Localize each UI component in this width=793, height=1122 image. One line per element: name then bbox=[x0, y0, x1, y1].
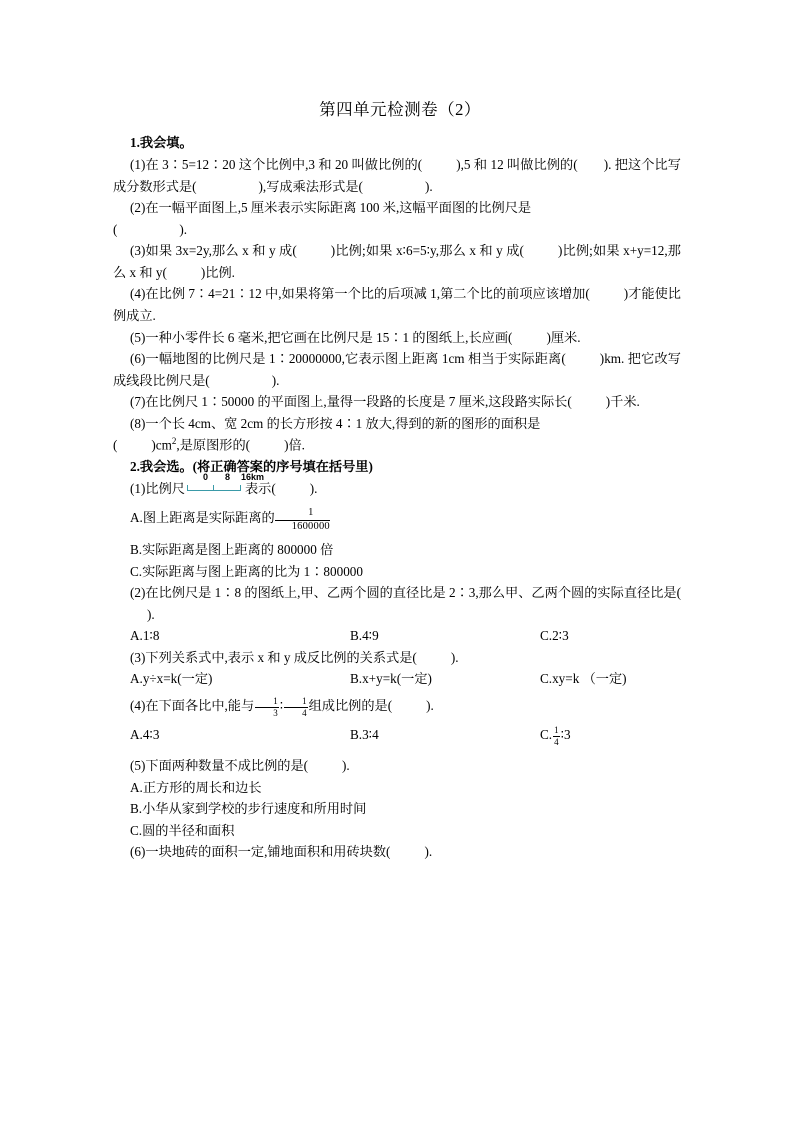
choice-q1-option-b[interactable]: B.实际距离是图上距离的 800000 倍 bbox=[130, 542, 334, 558]
fraction-denominator: 1600000 bbox=[291, 520, 330, 532]
choice-q3-options bbox=[113, 668, 681, 690]
scale-tick-16-label: 16km bbox=[240, 472, 264, 483]
fill-q1-part2: ),5 和 12 叫做比例的( bbox=[456, 157, 578, 173]
fill-q6-part2: )km. 把它改写成线段比例尺是( bbox=[113, 351, 681, 388]
choice-q3-stem: (3)下列关系式中,表示 x 和 y 成反比例的关系式是( bbox=[130, 649, 417, 665]
fill-q1-part3: ). 把这个比写成分数形式是( bbox=[113, 157, 681, 194]
fill-question-3 bbox=[113, 240, 681, 283]
fill-q2-part1: (2)在一幅平面图上,5 厘米表示实际距离 100 米,这幅平面图的比例尺是 bbox=[130, 200, 532, 216]
scale-bar-cap-left bbox=[187, 485, 188, 491]
scale-tick-8-label: 8 bbox=[224, 472, 230, 483]
choice-q4-option-c[interactable] bbox=[540, 724, 571, 747]
page-content bbox=[113, 96, 681, 863]
choice-q4-stem-pre: (4)在下面各比中,能与 bbox=[130, 697, 255, 713]
fill-question-4 bbox=[113, 283, 681, 326]
choice-question-1 bbox=[113, 472, 681, 500]
fill-q6-part1: (6)一幅地图的比例尺是 1∶20000000,它表示图上距离 1cm 相当于实际距离( bbox=[130, 351, 566, 367]
fill-q4-part1: (4)在比例 7∶4=21∶12 中,如果将第一个比的后项减 1,第二个比的前项应该增加( bbox=[130, 286, 590, 302]
fill-q8-part5: )倍. bbox=[284, 437, 305, 453]
choice-q5-stem: (5)下面两种数量不成比例的是( bbox=[130, 758, 309, 774]
scale-bar-cap-middle bbox=[213, 485, 214, 491]
fill-question-8-cont bbox=[113, 434, 681, 456]
choice-q3-stem-end: ). bbox=[450, 649, 459, 665]
page-title: 第四单元检测卷（2） bbox=[319, 100, 481, 119]
choice-q2-stem-end: ). bbox=[147, 606, 155, 622]
fill-q3-part2: )比例;如果 x∶6=5∶y,那么 x 和 y 成( bbox=[330, 243, 524, 259]
choice-q1-option-a[interactable] bbox=[113, 507, 681, 532]
fill-q5-part2: )厘米. bbox=[546, 329, 581, 345]
fill-q3-part3: )比例;如果 x+y=12,那么 x 和 y( bbox=[113, 243, 681, 280]
choice-q3-option-c[interactable]: C.xy=k （一定) bbox=[540, 671, 627, 687]
square-exponent: 2 bbox=[171, 436, 177, 447]
fill-q6-part3: ). bbox=[271, 372, 280, 388]
fraction-one-third bbox=[255, 697, 279, 718]
fill-q1-part4: ),写成乘法形式是( bbox=[258, 178, 363, 194]
fraction-one-quarter bbox=[284, 697, 308, 718]
scale-bar-labels bbox=[186, 472, 264, 484]
fill-q2-part2: ( bbox=[113, 221, 118, 237]
fill-q1-part1: (1)在 3∶5=12∶20 这个比例中,3 和 20 叫做比例的( bbox=[130, 157, 423, 173]
fill-question-2 bbox=[113, 197, 681, 219]
fraction-denominator: 4 bbox=[302, 708, 307, 719]
choice-q3-option-b[interactable]: B.x+y=k(一定) bbox=[350, 671, 432, 687]
fill-q8-part4: ,是原图形的( bbox=[176, 437, 251, 453]
fill-q7-part1: (7)在比例尺 1∶50000 的平面图上,量得一段路的长度是 7 厘米,这段路实际长( bbox=[130, 394, 572, 410]
choice-q4-stem-end: ). bbox=[426, 697, 434, 713]
scale-bar-cap-right bbox=[240, 485, 241, 491]
choice-q4-ratio-colon: ∶ bbox=[279, 697, 284, 713]
fill-q8-part1: (8)一个长 4cm、宽 2cm 的长方形按 4∶1 放大,得到的新的图形的面积是 bbox=[130, 415, 541, 431]
choice-q4-option-b[interactable]: B.3∶4 bbox=[350, 727, 379, 743]
section-1-heading: 1.我会填。 bbox=[130, 135, 193, 150]
choice-q1-stem-end: ). bbox=[309, 481, 318, 497]
fill-question-7 bbox=[113, 391, 681, 413]
choice-q3-option-a[interactable]: A.y÷x=k(一定) bbox=[130, 671, 213, 687]
fill-q8-part3: )cm bbox=[151, 437, 172, 453]
fill-q2-part3: ). bbox=[179, 221, 188, 237]
fill-question-8 bbox=[113, 413, 681, 435]
fraction-denominator: 3 bbox=[273, 708, 278, 719]
section-2-heading: 2.我会选。(将正确答案的序号填在括号里) bbox=[130, 458, 373, 474]
choice-q5-option-b[interactable]: B.小华从家到学校的步行速度和所用时间 bbox=[130, 801, 367, 817]
fill-q3-part4: )比例. bbox=[200, 264, 235, 280]
fill-q1-part5: ). bbox=[424, 178, 433, 194]
choice-question-5 bbox=[113, 755, 681, 777]
choice-q2-stem: (2)在比例尺是 1∶8 的图纸上,甲、乙两个圆的直径比是 2∶3,那么甲、乙两个圆的实际直径比是( bbox=[130, 585, 681, 601]
choice-q5-option-a[interactable]: A.正方形的周长和边长 bbox=[130, 779, 262, 795]
fill-question-2-cont bbox=[113, 219, 681, 241]
scale-bar-line bbox=[187, 490, 241, 491]
choice-q2-option-b[interactable]: B.4∶9 bbox=[350, 628, 379, 644]
choice-q2-options bbox=[113, 625, 681, 647]
choice-question-3 bbox=[113, 647, 681, 669]
choice-question-4 bbox=[113, 695, 681, 718]
choice-question-2 bbox=[113, 582, 681, 625]
choice-q4-option-a[interactable]: A.4∶3 bbox=[130, 727, 160, 743]
fill-question-6 bbox=[113, 348, 681, 391]
choice-question-6 bbox=[113, 841, 681, 863]
choice-q6-stem: (6)一块地砖的面积一定,铺地面积和用砖块数( bbox=[130, 844, 391, 860]
choice-q1-stem-pre: (1)比例尺 bbox=[130, 481, 185, 497]
choice-q1-stem-post: 表示( bbox=[244, 481, 276, 497]
choice-q4-option-c-ratio: ∶3 bbox=[560, 727, 571, 743]
fraction-one-quarter bbox=[553, 726, 560, 747]
fill-q4-part2: )才能使比例成立. bbox=[113, 286, 681, 323]
choice-q2-option-a[interactable]: A.1∶8 bbox=[130, 628, 160, 644]
fraction-numerator: 1 bbox=[554, 725, 559, 736]
choice-q5-option-c[interactable]: C.圆的半径和面积 bbox=[130, 822, 235, 838]
choice-q2-option-c[interactable]: C.2∶3 bbox=[540, 628, 569, 644]
fill-q8-part2: ( bbox=[113, 437, 118, 453]
fill-q3-part1: (3)如果 3x=2y,那么 x 和 y 成( bbox=[130, 243, 297, 259]
choice-q4-options bbox=[113, 724, 681, 751]
fill-question-1 bbox=[113, 154, 681, 197]
scale-tick-0-label: 0 bbox=[202, 472, 208, 483]
fraction-one-over-1600000 bbox=[275, 508, 330, 532]
fill-question-5 bbox=[113, 327, 681, 349]
choice-q6-stem-end: ). bbox=[424, 844, 433, 860]
fraction-numerator: 1 bbox=[284, 697, 308, 708]
choice-q4-stem-post: 组成比例的是( bbox=[308, 697, 393, 713]
choice-q4-option-c-label: C. bbox=[540, 727, 553, 743]
choice-q1-option-c[interactable]: C.实际距离与图上距离的比为 1∶800000 bbox=[130, 563, 363, 579]
fraction-numerator: 1 bbox=[275, 508, 330, 521]
fraction-denominator: 4 bbox=[554, 737, 559, 748]
fill-q7-part2: )千米. bbox=[605, 394, 640, 410]
fill-q5-part1: (5)一种小零件长 6 毫米,把它画在比例尺是 15∶1 的图纸上,长应画( bbox=[130, 329, 513, 345]
fraction-numerator: 1 bbox=[255, 697, 279, 708]
choice-q5-stem-end: ). bbox=[342, 758, 350, 774]
choice-q1-option-a-label: A.图上距离是实际距离的 bbox=[130, 509, 275, 525]
